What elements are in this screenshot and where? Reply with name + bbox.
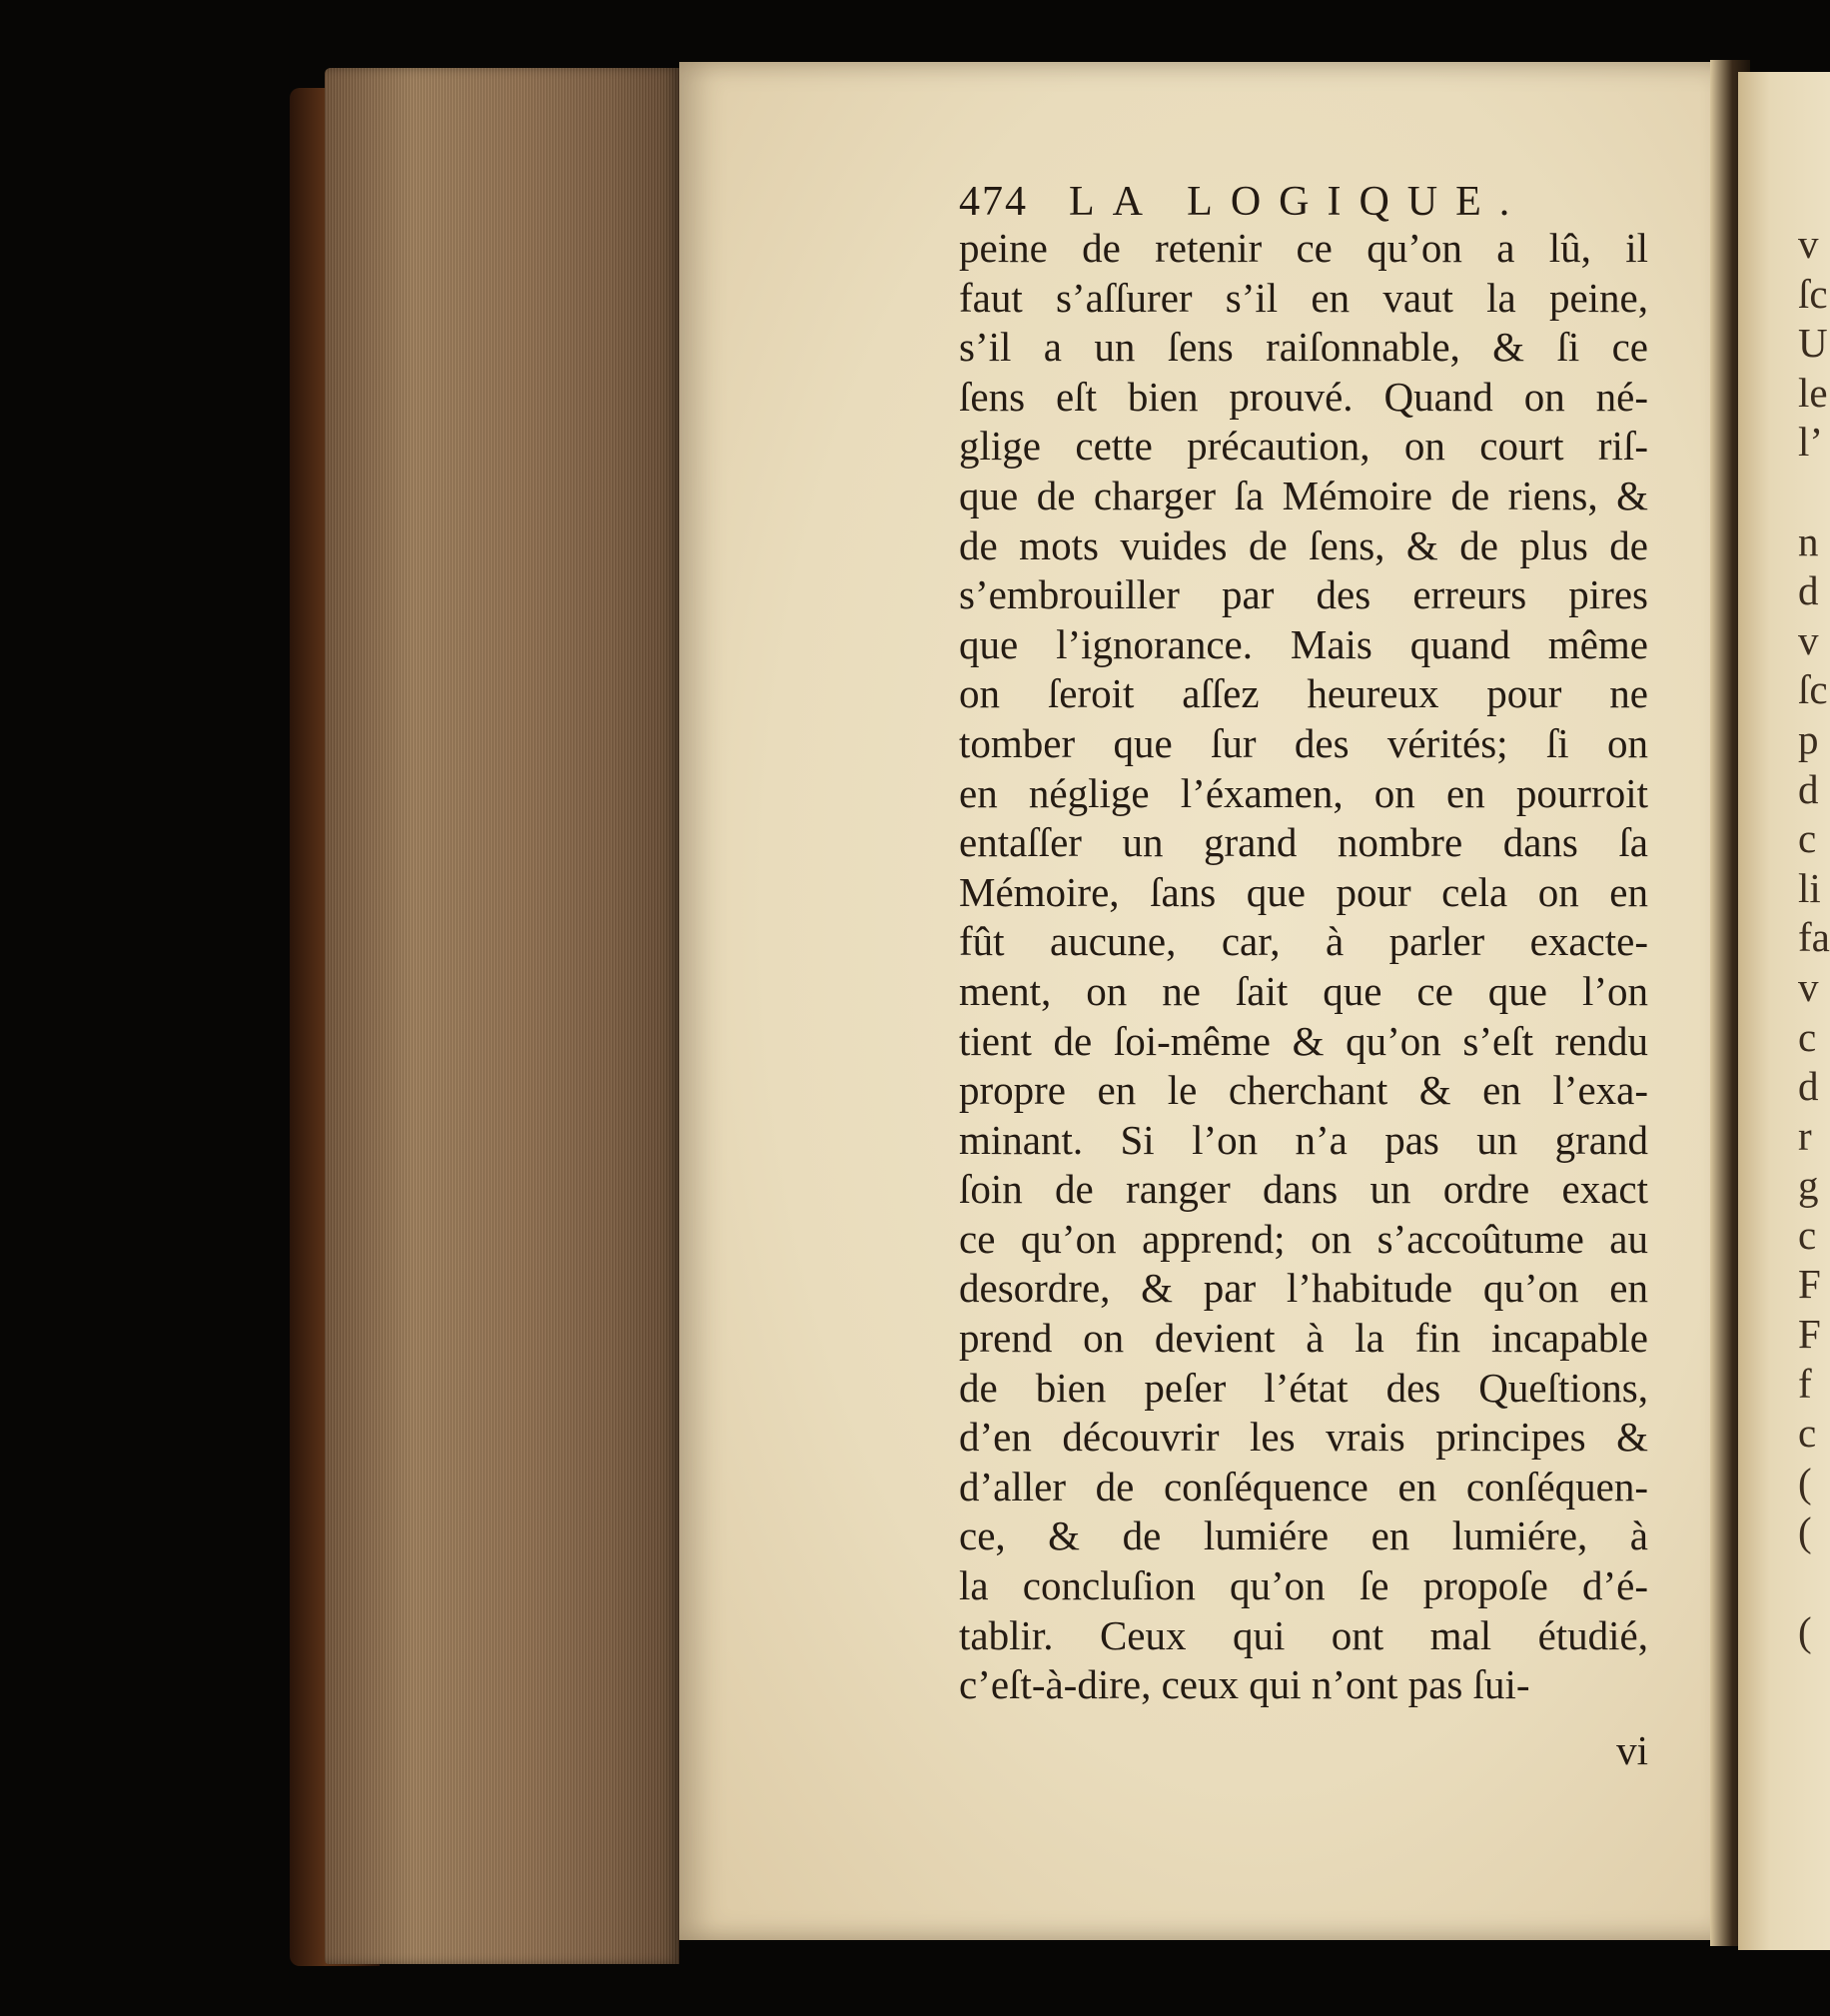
facing-fragment: li [1798,864,1821,911]
facing-fragment [1798,1706,1830,1756]
facing-fragment: r [1798,1112,1812,1159]
facing-fragment: c [1798,1410,1817,1457]
text-line: tablir. Ceux qui ont mal étudié, [959,1611,1648,1658]
facing-fragment: p [1798,715,1819,762]
text-line: faut s’aſſurer s’il en vaut la peine, [959,274,1648,321]
text-line: d’en découvrir les vrais principes & [959,1414,1648,1461]
text-line: tomber que ſur des vérités; ſi on [959,719,1648,766]
text-line: ſoin de ranger dans un ordre exact [959,1166,1648,1213]
text-line: desordre, & par l’habitude qu’on en [959,1265,1648,1312]
facing-fragment: d [1798,567,1819,614]
text-line: de bien peſer l’état des Queſtions, [959,1364,1648,1411]
text-line: prend on devient à la fin incapable [959,1315,1648,1362]
facing-fragment: c [1798,1013,1817,1060]
facing-fragment: F [1798,1261,1821,1308]
facing-fragment: fa [1798,914,1830,961]
facing-fragment: U [1798,320,1828,367]
text-line: de mots vuides de ſens, & de plus de [959,521,1648,568]
facing-fragment: le [1798,369,1828,416]
running-head: LA LOGIQUE. [1069,179,1528,225]
text-line: s’il a un ſens raiſonnable, & ſi ce [959,324,1648,371]
facing-fragment: c [1798,815,1817,862]
facing-fragment: v [1798,963,1819,1010]
text-line: ce qu’on apprend; on s’accoûtume au [959,1215,1648,1262]
text-line: peine de retenir ce qu’on a lû, il [959,225,1648,271]
text-line: que de charger ſa Mémoire de riens, & [959,472,1648,518]
facing-fragment: ( [1798,1509,1812,1555]
facing-fragment [1798,1557,1830,1607]
text-line: en néglige l’éxamen, on en pourroit [959,769,1648,816]
page-header [959,172,1648,232]
facing-fragment: g [1798,1162,1819,1209]
facing-fragment [1798,468,1830,517]
facing-fragment: v [1798,616,1819,663]
text-line: Mémoire, ſans que pour cela on en [959,868,1648,915]
text-line: tient de ſoi-même & qu’on s’eſt rendu [959,1017,1648,1064]
text-line: ce, & de lumiére en lumiére, à [959,1512,1648,1559]
body-text [959,224,1648,1710]
text-line: d’aller de conſéquence en conſéquen- [959,1463,1648,1510]
facing-fragment: f [1798,1360,1812,1407]
text-line: glige cette précaution, on court riſ- [959,423,1648,470]
facing-fragment: n [1798,517,1819,564]
text-line: c’eſt-à-dire, ceux qui n’ont pas ſui- [959,1661,1530,1708]
text-line: minant. Si l’on n’a pas un grand [959,1116,1648,1163]
facing-fragment: F [1798,1311,1821,1358]
facing-page-text [1798,220,1830,1755]
facing-fragment [1798,1656,1830,1706]
text-line: entaſſer un grand nombre dans ſa [959,819,1648,866]
facing-fragment: l’ [1798,419,1824,466]
facing-fragment: ſc [1798,270,1828,317]
facing-fragment: ſc [1798,666,1828,713]
text-line: la concluſion qu’on ſe propoſe d’é- [959,1562,1648,1609]
catchword: vi [1616,1727,1648,1773]
text-line: on ſeroit aſſez heureux pour ne [959,670,1648,717]
text-line: que l’ignorance. Mais quand même [959,620,1648,667]
facing-fragment: ( [1798,1607,1812,1654]
facing-fragment: ( [1798,1459,1812,1506]
facing-fragment: v [1798,221,1819,267]
page-number: 474 [959,179,1028,225]
text-line: propre en le cherchant & en l’exa- [959,1067,1648,1114]
facing-fragment: d [1798,1063,1819,1110]
text-line: ment, on ne ſait que ce que l’on [959,967,1648,1014]
facing-fragment: d [1798,765,1819,812]
text-line: fût aucune, car, à parler exacte- [959,918,1648,965]
page-block-edge [325,68,679,1964]
text-line: s’embrouiller par des erreurs pires [959,571,1648,618]
text-line: ſens eſt bien prouvé. Quand on né- [959,373,1648,420]
facing-fragment: c [1798,1211,1817,1258]
